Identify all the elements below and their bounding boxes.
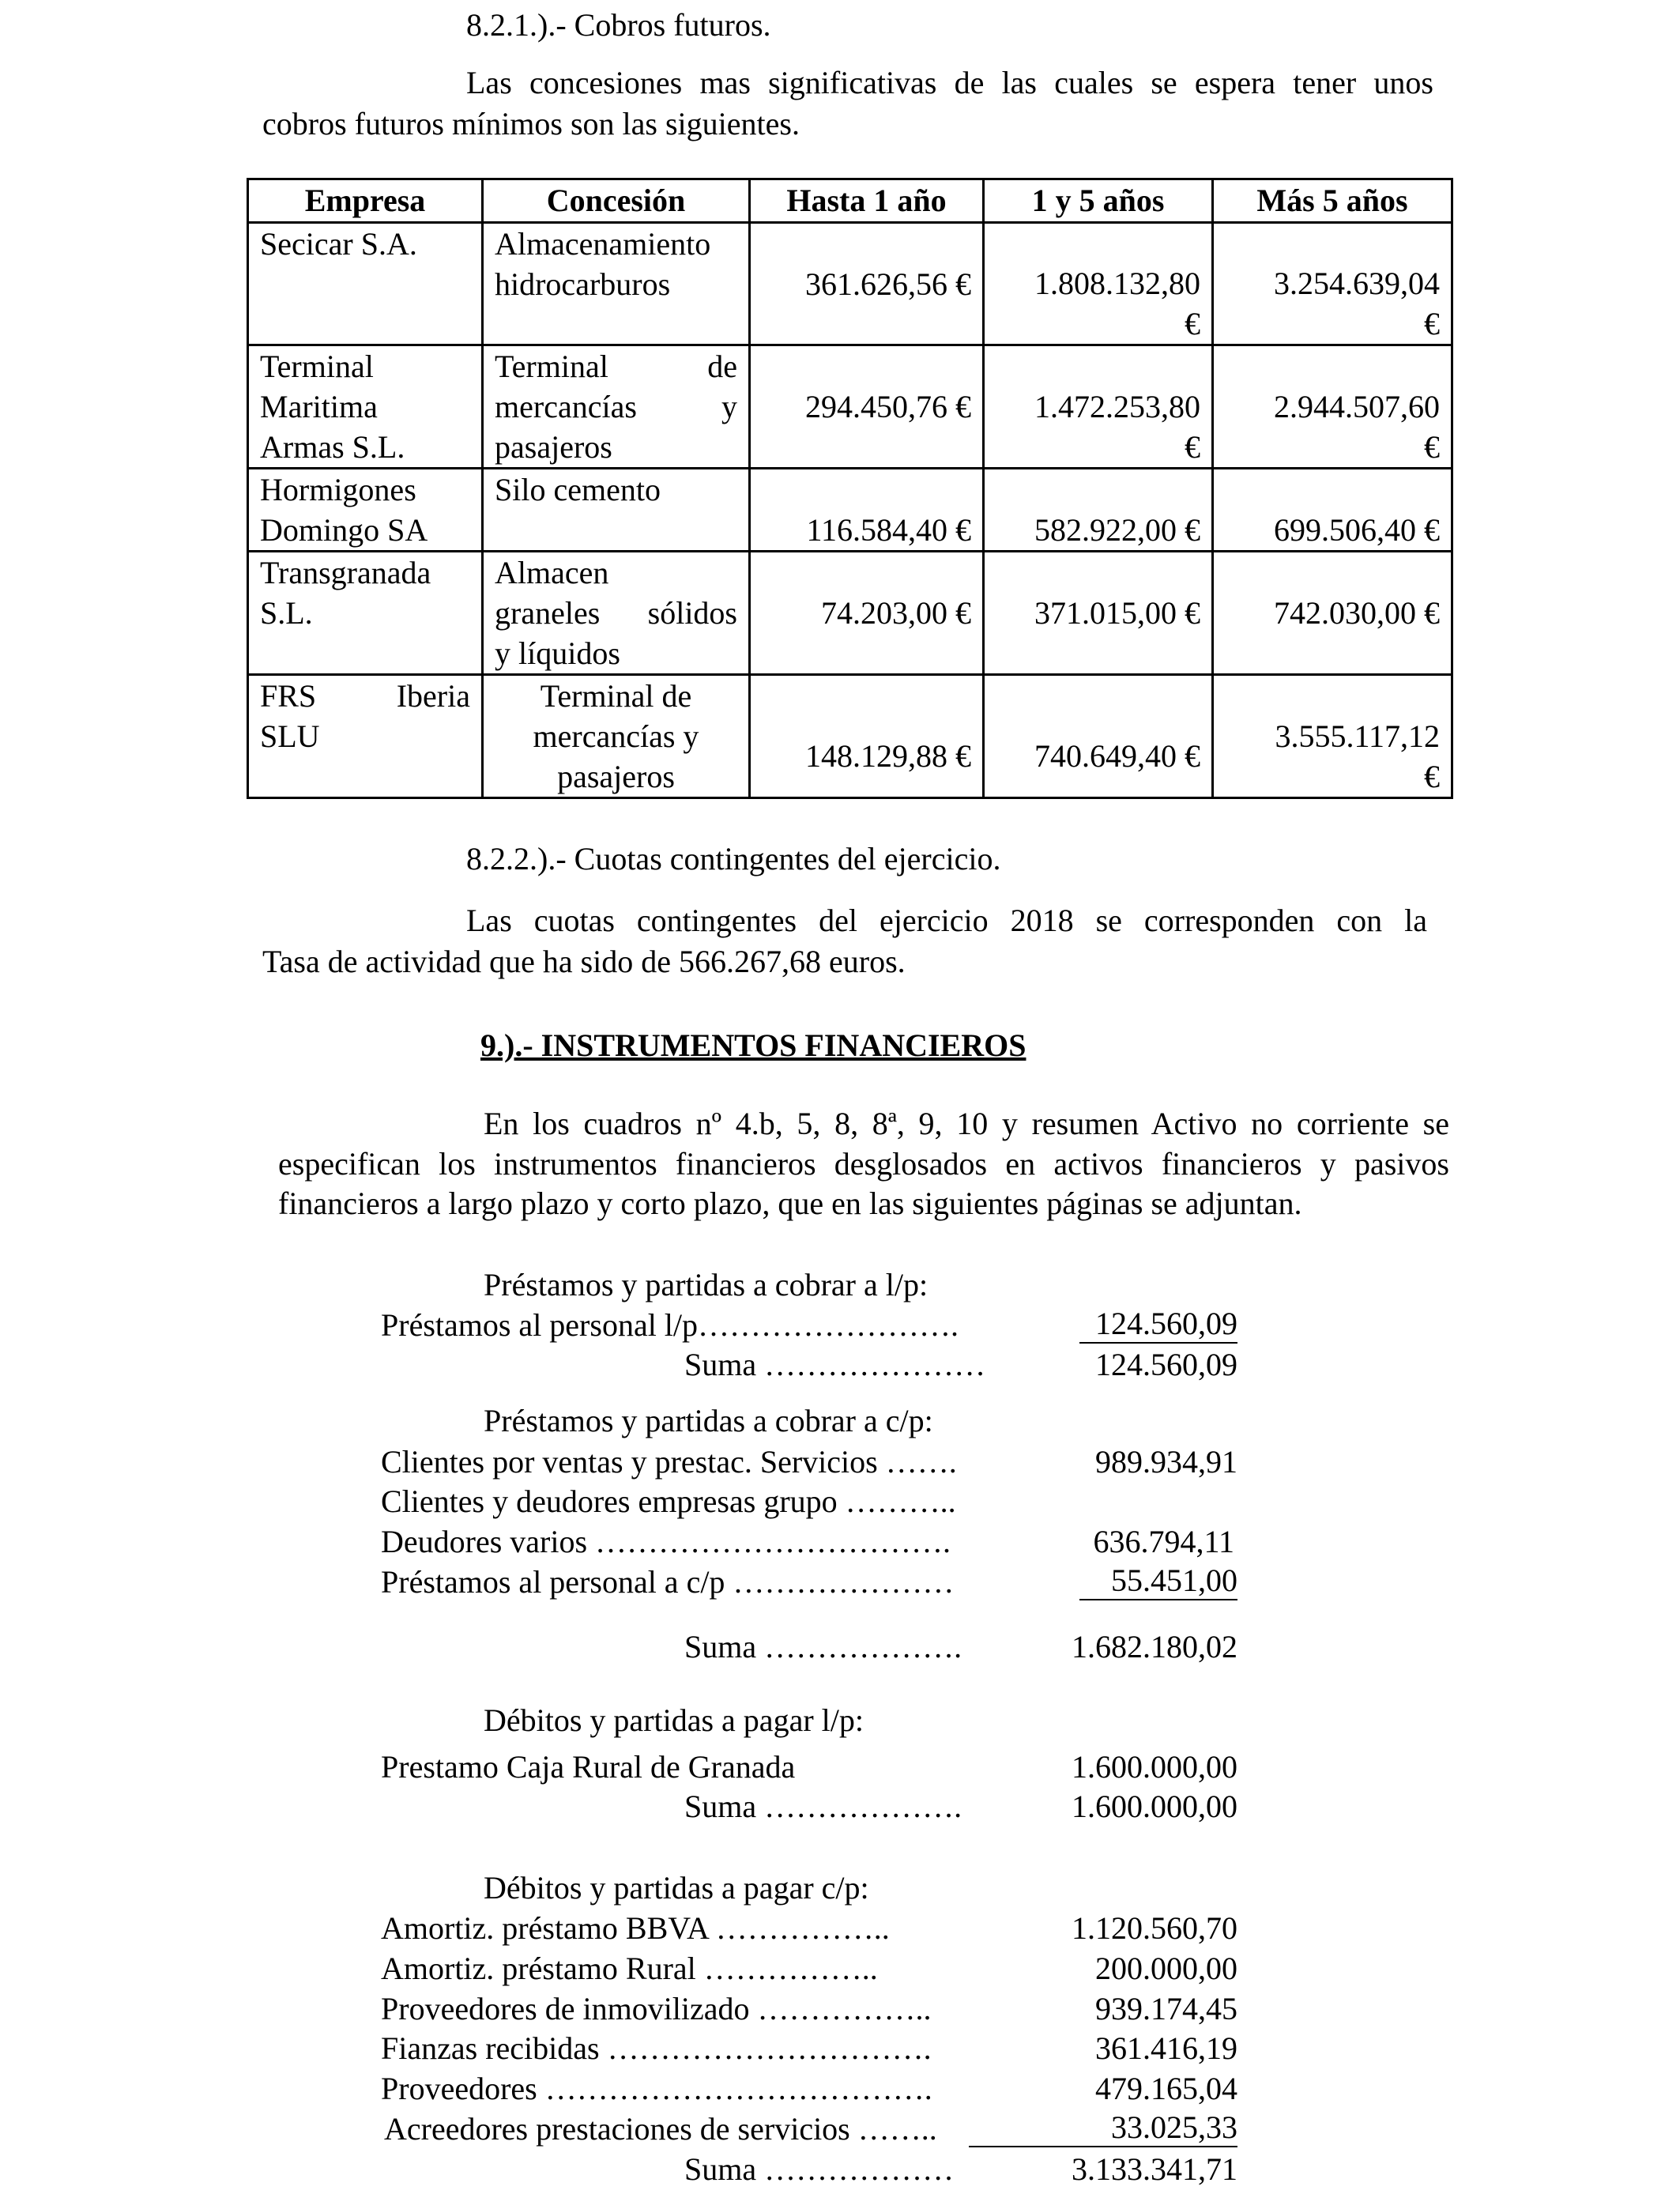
debitos-cp-item-label: Proveedores de inmovilizado …………….. <box>381 1991 932 2026</box>
prestamos-cp-item-label: Préstamos al personal a c/p ………………… <box>381 1564 955 1600</box>
cell-mas-5: 3.254.639,04 € <box>1213 223 1452 345</box>
prestamos-cp-item-label: Clientes por ventas y prestac. Servicios ……. <box>381 1444 957 1480</box>
section-heading-8-2-1: 8.2.1.).- Cobros futuros. <box>466 7 771 43</box>
cell-empresa: Secicar S.A. <box>248 223 483 345</box>
debitos-cp-sum-label: Suma ……………… <box>684 2151 955 2187</box>
debitos-cp-item-label: Amortiz. préstamo BBVA …………….. <box>381 1910 890 1946</box>
debitos-cp-item-value: 479.165,04 <box>1095 2071 1237 2106</box>
cuotas-line-1: Las cuotas contingentes del ejercicio 2018 se corresponden con la <box>466 903 1427 938</box>
debitos-cp-title: Débitos y partidas a pagar c/p: <box>484 1870 869 1906</box>
section-heading-8-2-2: 8.2.2.).- Cuotas contingentes del ejercicio. <box>466 841 1001 876</box>
cell-empresa: Terminal Maritima Armas S.L. <box>248 345 483 469</box>
prestamos-cp-item-label: Clientes y deudores empresas grupo ……….. <box>381 1483 956 1519</box>
debitos-cp-item-value: 361.416,19 <box>1095 2030 1237 2066</box>
debitos-cp-item-value: 200.000,00 <box>1095 1951 1237 1986</box>
debitos-cp-item-label: Proveedores ………………………………. <box>381 2071 932 2106</box>
cell-mas-5: 742.030,00 € <box>1213 552 1452 675</box>
cell-concesion: Almacenamiento hidrocarburos <box>483 223 750 345</box>
table-row <box>248 223 1452 345</box>
prestamos-lp-item-value: 124.560,09 <box>1079 1305 1237 1344</box>
cell-1-5: 582.922,00 € <box>984 469 1213 552</box>
instr-line-2: especifican los instrumentos financieros desglosados en activos financieros y pasivos <box>278 1146 1449 1182</box>
debitos-cp-sum-value: 3.133.341,71 <box>1072 2151 1237 2187</box>
debitos-lp-sum-label: Suma ………………. <box>684 1789 962 1824</box>
cell-empresa: Hormigones Domingo SA <box>248 469 483 552</box>
prestamos-cp-item-value: 989.934,91 <box>1095 1444 1237 1480</box>
prestamos-lp-sum-value: 124.560,09 <box>1095 1347 1237 1382</box>
cell-1-5: 740.649,40 € <box>984 675 1213 798</box>
cell-mas-5: 2.944.507,60 € <box>1213 345 1452 469</box>
prestamos-cp-sum-value: 1.682.180,02 <box>1072 1629 1237 1664</box>
prestamos-cp-title: Préstamos y partidas a cobrar a c/p: <box>484 1403 933 1438</box>
cell-concesion: Terminal de mercancías y pasajeros <box>483 675 750 798</box>
prestamos-lp-sum-label: Suma ………………… <box>684 1347 986 1382</box>
col-header-empresa: Empresa <box>248 179 483 223</box>
cell-empresa: Transgranada S.L. <box>248 552 483 675</box>
prestamos-cp-item-value: 55.451,00 <box>1079 1562 1237 1600</box>
debitos-lp-title: Débitos y partidas a pagar l/p: <box>484 1702 864 1738</box>
debitos-cp-item-value: 33.025,33 <box>969 2109 1237 2147</box>
debitos-cp-item-value: 939.174,45 <box>1095 1991 1237 2026</box>
cell-concesion: Silo cemento <box>483 469 750 552</box>
prestamos-cp-item-label: Deudores varios ……………………………. <box>381 1524 951 1559</box>
table-row <box>248 469 1452 552</box>
col-header-mas-5: Más 5 años <box>1213 179 1452 223</box>
col-header-concesion: Concesión <box>483 179 750 223</box>
table-header-row <box>248 179 1452 223</box>
debitos-lp-item-value: 1.600.000,00 <box>1072 1749 1237 1785</box>
section-heading-9: 9.).- INSTRUMENTOS FINANCIEROS <box>480 1027 1026 1063</box>
concessions-table <box>247 178 1453 799</box>
col-header-1-5: 1 y 5 años <box>984 179 1213 223</box>
intro-line-2: cobros futuros mínimos son las siguientes. <box>262 106 800 141</box>
intro-line-1: Las concesiones mas significativas de las cuales se espera tener unos <box>466 65 1433 100</box>
debitos-lp-item-label: Prestamo Caja Rural de Granada <box>381 1749 796 1785</box>
cell-hasta-1: 74.203,00 € <box>750 552 984 675</box>
prestamos-lp-title: Préstamos y partidas a cobrar a l/p: <box>484 1267 929 1302</box>
cell-concesion: Terminal de mercancías y pasajeros <box>483 345 750 469</box>
table-row <box>248 345 1452 469</box>
cuotas-line-2: Tasa de actividad que ha sido de 566.267,68 euros. <box>262 944 906 979</box>
cell-empresa: FRS Iberia SLU <box>248 675 483 798</box>
debitos-cp-item-label: Amortiz. préstamo Rural …………….. <box>381 1951 878 1986</box>
cell-1-5: 1.472.253,80 € <box>984 345 1213 469</box>
prestamos-cp-sum-label: Suma ………………. <box>684 1629 962 1664</box>
cell-mas-5: 3.555.117,12 € <box>1213 675 1452 798</box>
instr-line-3: financieros a largo plazo y corto plazo, que en las siguientes páginas se adjuntan. <box>278 1186 1302 1221</box>
cell-hasta-1: 148.129,88 € <box>750 675 984 798</box>
debitos-cp-item-label: Fianzas recibidas …………………………. <box>381 2030 932 2066</box>
debitos-cp-item-value: 1.120.560,70 <box>1072 1910 1237 1946</box>
prestamos-cp-item-value: 636.794,11 <box>1093 1524 1234 1559</box>
table-row <box>248 675 1452 798</box>
cell-1-5: 1.808.132,80 € <box>984 223 1213 345</box>
cell-hasta-1: 294.450,76 € <box>750 345 984 469</box>
col-header-hasta-1: Hasta 1 año <box>750 179 984 223</box>
cell-1-5: 371.015,00 € <box>984 552 1213 675</box>
debitos-cp-item-label: Acreedores prestaciones de servicios …….. <box>384 2111 937 2147</box>
cell-mas-5: 699.506,40 € <box>1213 469 1452 552</box>
cell-hasta-1: 361.626,56 € <box>750 223 984 345</box>
debitos-lp-sum-value: 1.600.000,00 <box>1072 1789 1237 1824</box>
table-row <box>248 552 1452 675</box>
instr-line-1: En los cuadros nº 4.b, 5, 8, 8ª, 9, 10 y resumen Activo no corriente se <box>484 1106 1449 1141</box>
cell-hasta-1: 116.584,40 € <box>750 469 984 552</box>
cell-concesion: Almacen graneles sólidos y líquidos <box>483 552 750 675</box>
prestamos-lp-item-label: Préstamos al personal l/p……………………. <box>381 1307 959 1343</box>
